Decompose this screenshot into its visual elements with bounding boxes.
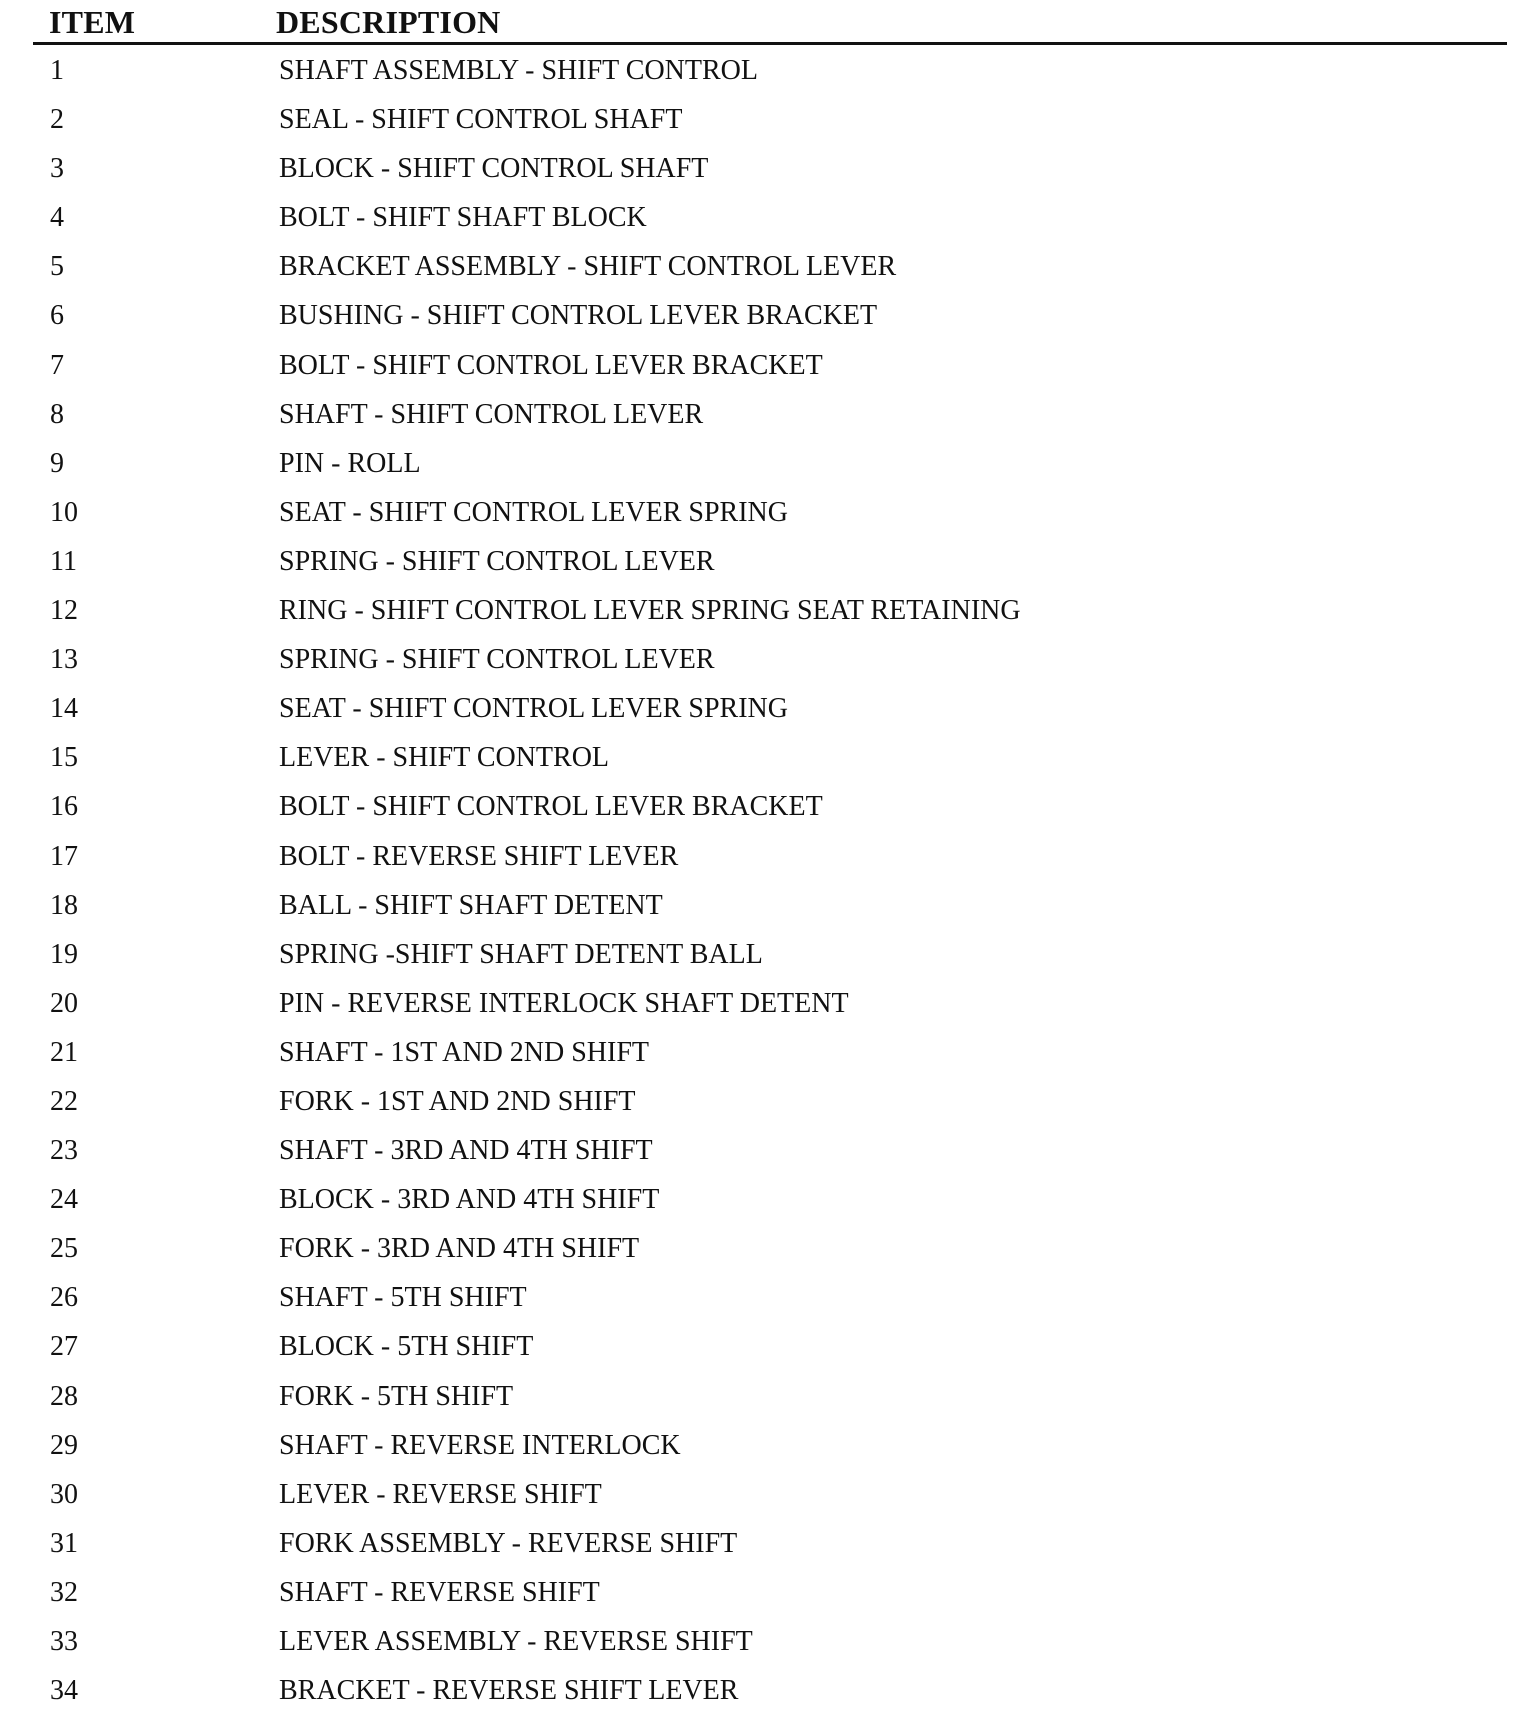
item-description: SEAT - SHIFT CONTROL LEVER SPRING (279, 496, 788, 528)
item-description: FORK ASSEMBLY - REVERSE SHIFT (279, 1527, 738, 1559)
table-row (0, 345, 1536, 394)
item-description: BRACKET ASSEMBLY - SHIFT CONTROL LEVER (279, 251, 897, 283)
item-number: 18 (50, 889, 78, 921)
item-description: BOLT - SHIFT SHAFT BLOCK (279, 202, 647, 234)
item-number: 4 (50, 202, 64, 234)
item-number: 2 (50, 104, 64, 136)
item-description: BOLT - REVERSE SHIFT LEVER (279, 840, 679, 872)
table-row (0, 1425, 1536, 1474)
table-row (0, 786, 1536, 835)
item-description: BRACKET - REVERSE SHIFT LEVER (279, 1675, 739, 1707)
table-row (0, 1081, 1536, 1130)
item-number: 32 (50, 1576, 78, 1608)
table-row (0, 1179, 1536, 1228)
table-row (0, 688, 1536, 737)
item-description: SHAFT - REVERSE INTERLOCK (279, 1429, 681, 1461)
item-description: SHAFT - SHIFT CONTROL LEVER (279, 398, 704, 430)
item-number: 12 (50, 595, 78, 627)
table-row (0, 1670, 1536, 1719)
item-number: 6 (50, 300, 64, 332)
item-description: SHAFT - 1ST AND 2ND SHIFT (279, 1036, 650, 1068)
item-number: 24 (50, 1184, 78, 1216)
item-number: 13 (50, 644, 78, 676)
table-row (0, 50, 1536, 99)
item-number: 10 (50, 496, 78, 528)
table-row (0, 541, 1536, 590)
item-number: 16 (50, 791, 78, 823)
item-number: 21 (50, 1036, 78, 1068)
item-description: SHAFT - REVERSE SHIFT (279, 1576, 600, 1608)
item-number: 3 (50, 153, 64, 185)
item-description: BUSHING - SHIFT CONTROL LEVER BRACKET (279, 300, 878, 332)
table-row (0, 1376, 1536, 1425)
table-row (0, 1523, 1536, 1572)
item-number: 27 (50, 1331, 78, 1363)
item-description: SHAFT - 3RD AND 4TH SHIFT (279, 1135, 653, 1167)
item-description: BLOCK - SHIFT CONTROL SHAFT (279, 153, 709, 185)
table-row (0, 1228, 1536, 1277)
item-number: 8 (50, 398, 64, 430)
table-row (0, 99, 1536, 148)
item-description: SPRING -SHIFT SHAFT DETENT BALL (279, 938, 763, 970)
item-number: 25 (50, 1233, 78, 1265)
table-body (0, 50, 1536, 1719)
item-number: 34 (50, 1675, 78, 1707)
item-number: 20 (50, 987, 78, 1019)
table-row (0, 737, 1536, 786)
item-number: 33 (50, 1626, 78, 1657)
item-description: SHAFT ASSEMBLY - SHIFT CONTROL (279, 55, 758, 86)
item-number: 7 (50, 349, 64, 381)
item-column-header: ITEM (49, 4, 136, 40)
item-number: 23 (50, 1135, 78, 1167)
item-number: 1 (50, 55, 64, 86)
table-row (0, 1621, 1536, 1670)
item-description: FORK - 5TH SHIFT (279, 1380, 514, 1412)
item-description: SHAFT - 5TH SHIFT (279, 1282, 527, 1314)
item-description: RING - SHIFT CONTROL LEVER SPRING SEAT RETAINING (279, 595, 1021, 627)
item-number: 31 (50, 1527, 78, 1559)
table-row (0, 1572, 1536, 1621)
table-row (0, 295, 1536, 344)
table-row (0, 639, 1536, 688)
table-row (0, 197, 1536, 246)
item-description: LEVER - REVERSE SHIFT (279, 1478, 602, 1510)
description-column-header: DESCRIPTION (276, 4, 501, 40)
item-description: SPRING - SHIFT CONTROL LEVER (279, 644, 715, 676)
table-row (0, 934, 1536, 983)
item-number: 5 (50, 251, 64, 283)
item-number: 19 (50, 938, 78, 970)
item-description: BLOCK - 5TH SHIFT (279, 1331, 534, 1363)
table-row (0, 1277, 1536, 1326)
table-row (0, 246, 1536, 295)
table-header (0, 0, 1536, 46)
item-description: FORK - 3RD AND 4TH SHIFT (279, 1233, 640, 1265)
table-row (0, 590, 1536, 639)
item-number: 28 (50, 1380, 78, 1412)
table-row (0, 885, 1536, 934)
item-number: 9 (50, 447, 64, 479)
table-row (0, 983, 1536, 1032)
header-divider (33, 42, 1507, 45)
item-description: PIN - ROLL (279, 447, 421, 479)
item-description: BALL - SHIFT SHAFT DETENT (279, 889, 663, 921)
item-description: SEAT - SHIFT CONTROL LEVER SPRING (279, 693, 788, 725)
item-description: PIN - REVERSE INTERLOCK SHAFT DETENT (279, 987, 849, 1019)
item-description: LEVER - SHIFT CONTROL (279, 742, 610, 774)
item-number: 14 (50, 693, 78, 725)
item-description: LEVER ASSEMBLY - REVERSE SHIFT (279, 1626, 753, 1657)
table-row (0, 148, 1536, 197)
item-number: 26 (50, 1282, 78, 1314)
item-number: 15 (50, 742, 78, 774)
item-description: FORK - 1ST AND 2ND SHIFT (279, 1085, 636, 1117)
item-description: SPRING - SHIFT CONTROL LEVER (279, 545, 715, 577)
item-description: BOLT - SHIFT CONTROL LEVER BRACKET (279, 349, 823, 381)
item-number: 29 (50, 1429, 78, 1461)
table-row (0, 394, 1536, 443)
table-row (0, 1326, 1536, 1375)
table-row (0, 492, 1536, 541)
table-row (0, 443, 1536, 492)
table-row (0, 1474, 1536, 1523)
item-description: SEAL - SHIFT CONTROL SHAFT (279, 104, 683, 136)
table-row (0, 1032, 1536, 1081)
table-row (0, 1130, 1536, 1179)
item-number: 11 (50, 545, 77, 577)
item-number: 22 (50, 1085, 78, 1117)
table-row (0, 836, 1536, 885)
item-description: BLOCK - 3RD AND 4TH SHIFT (279, 1184, 660, 1216)
item-number: 17 (50, 840, 78, 872)
item-number: 30 (50, 1478, 78, 1510)
item-description: BOLT - SHIFT CONTROL LEVER BRACKET (279, 791, 823, 823)
